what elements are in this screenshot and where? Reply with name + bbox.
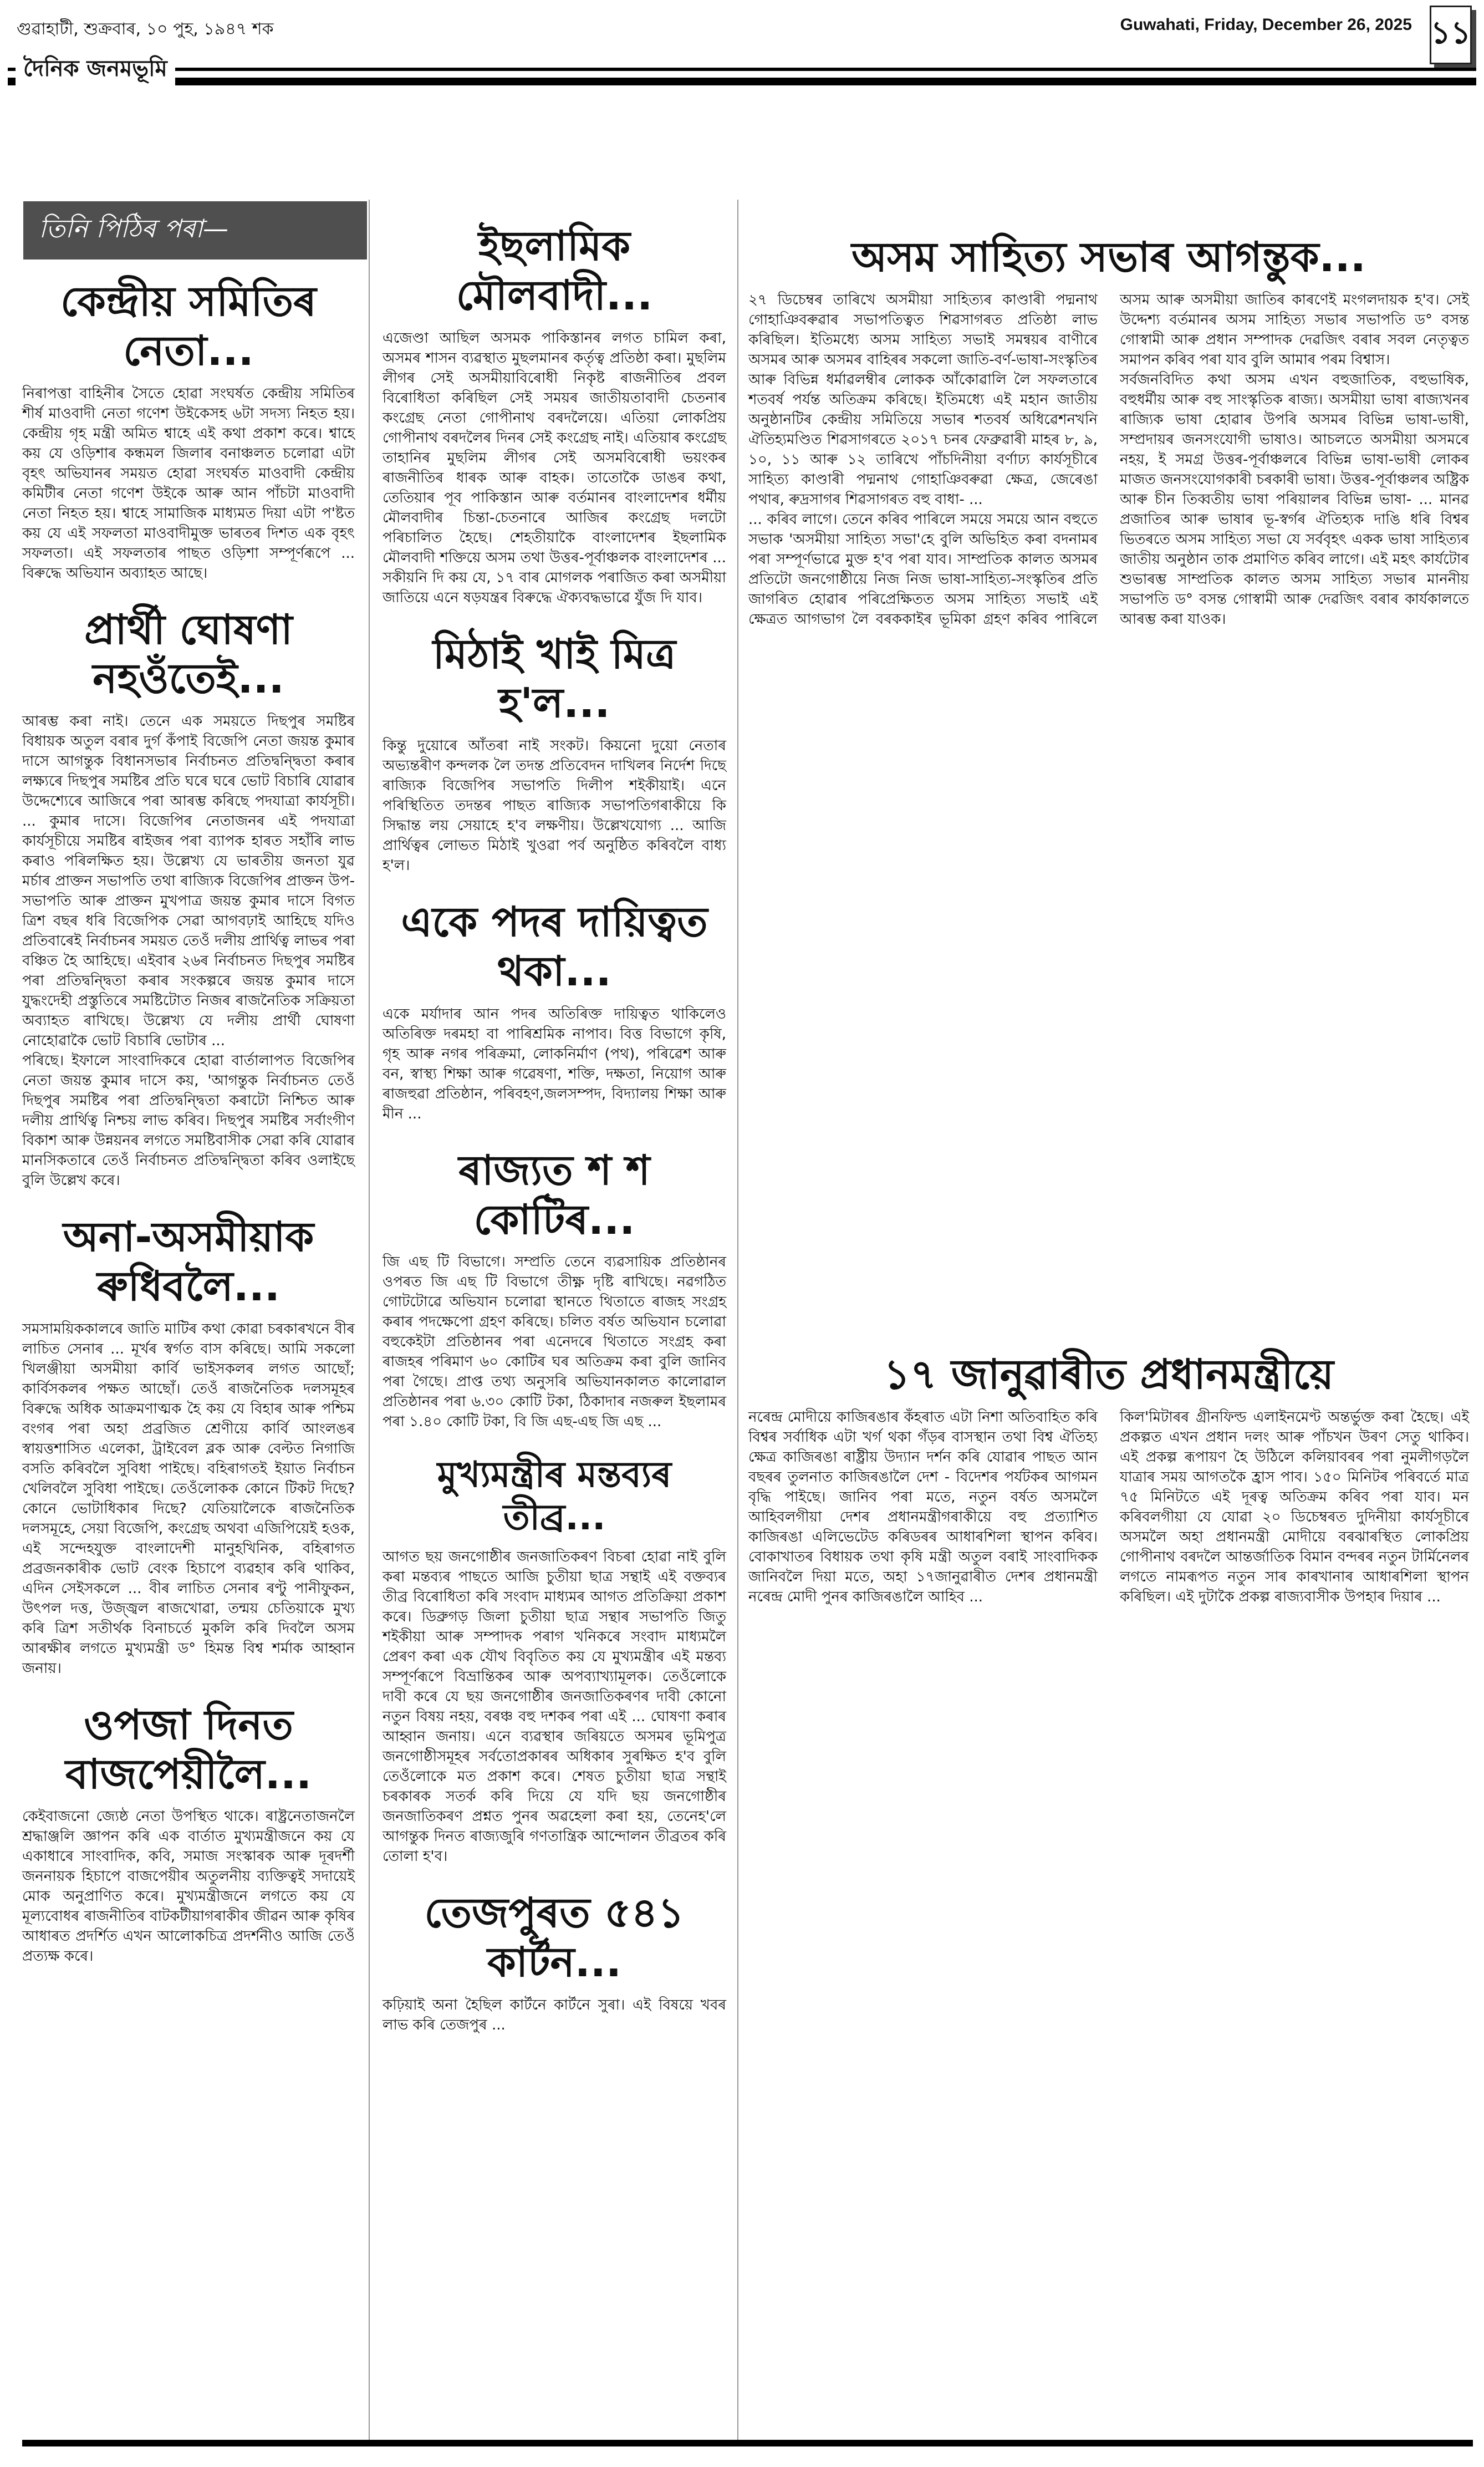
middle-column	[383, 222, 726, 2057]
paragraph: পৰিছে। ইফালে সাংবাদিকৰে হোৱা বাৰ্তালাপত বিজেপিৰ নেতা জয়ন্ত কুমাৰ দাসে কয়, 'আগন্তুক নিৰ্বাচনত তেওঁ দিছপুৰ সমষ্টিৰ পৰা প্ৰতিদ্বন্দ্বিতা কৰাটো নিশ্চিত আৰু দলীয় প্ৰাৰ্থিত্ব নিশ্চয় লাভ কৰিব। দিছপুৰ সমষ্টিৰ সৰ্বাংগীণ বিকাশ আৰু উন্নয়নৰ লগতে সমষ্টিবাসীক সেৱা কৰি যোৱাৰ মানসিকতাৰে তেওঁ নিৰ্বাচনত প্ৰতিদ্বন্দ্বিতা কৰিব ওলাইছে বুলি উল্লেখ কৰে।	[22, 1052, 355, 1189]
headline: মিঠাই খাই মিত্ৰ হ'ল...	[432, 630, 676, 728]
column-divider	[369, 200, 370, 2440]
page-number: ১১	[1430, 6, 1472, 64]
page-bottom-rule	[22, 2440, 1473, 2446]
article-tezpur	[383, 1889, 726, 2035]
paragraph: কেইবাজনো জ্যেষ্ঠ নেতা উপস্থিত থাকে। ৰাষ্ট্ৰনেতাজনলৈ শ্ৰদ্ধাঞ্জলি জ্ঞাপন কৰি এক বাৰ্তাত মুখ্যমন্ত্ৰীজনে কয় যে একাধাৰে সাংবাদিক, কবি, সমাজ সংস্কাৰক আৰু দূৰদৰ্শী জননায়ক হিচাপে বাজপেয়ীৰ অতুলনীয় ব্যক্তিত্বই সদায়েই মোক অনুপ্ৰাণিত কৰে। মুখ্যমন্ত্ৰীজনে লগতে কয় যে মূল্যবোধৰ ৰাজনীতিৰ বাটকটীয়াগৰাকীৰ জীৱন আৰু কৃষিৰ আধাৰত প্ৰদৰ্শিত এখন আলোকচিত্ৰ প্ৰদৰ্শনীও আজি তেওঁ প্ৰত্যক্ষ কৰে।	[22, 1808, 355, 1965]
right-area	[748, 233, 1469, 1629]
headline: কেন্দ্ৰীয় সমিতিৰ নেতা...	[60, 278, 317, 375]
paragraph: এজেণ্ডা আছিল অসমক পাকিস্তানৰ লগত চামিল কৰা, অসমৰ শাসন ব্যৱস্থাত মুছলমানৰ কৰ্তৃত্ব প্ৰতিষ্ঠা কৰা। মুছলিম লীগৰ সেই অসমীয়াবিৰোধী নিকৃষ্ট ৰাজনীতিৰ প্ৰবল বিৰোধিতা কৰিছিল সেই সময়ৰ জাতীয়তাবাদী চেতনাৰ কংগ্ৰেছ নেতা গোপীনাথ বৰদলৈয়ে। এতিয়া লোকপ্ৰিয় গোপীনাথ বৰদলৈৰ দিনৰ সেই কংগ্ৰেছ নাই। এতিয়াৰ কংগ্ৰেছ তাহানিৰ মুছলিম লীগৰ সেই অসমবিৰোধী ভয়ংকৰ ৰাজনীতিৰ ধাৰক আৰু বাহক। তাতোকৈ ডাঙৰ কথা, তেতিয়াৰ পূব পাকিস্তান আৰু বৰ্তমানৰ বাংলাদেশৰ ধৰ্মীয় মৌলবাদীৰ চিন্তা-চেতনাৰে আজিৰ কংগ্ৰেছ দলটো পৰিচালিত হৈছে। শেহতীয়াকৈ বাংলাদেশৰ ইছলামিক মৌলবাদী শক্তিয়ে অসম তথা উত্তৰ-পূৰ্বাঞ্চলক বাংলাদেশৰ ... সকীয়নি দি কয় যে, ১৭ বাৰ মোগলক পৰাজিত কৰা অসমীয়া জাতিয়ে এনে ষড়যন্ত্ৰৰ বিৰুদ্ধে ঐক্যবদ্ধভাৱে যুঁজ দি যাব।	[383, 329, 726, 606]
left-column	[22, 277, 355, 1988]
article-eke	[383, 898, 726, 1124]
paragraph: নৰেন্দ্ৰ মোদীয়ে কাজিৰঙাৰ কঁহৰাত এটা নিশা অতিবাহিত কৰি বিশ্বৰ সৰ্বাধিক এটা খৰ্গ থকা গঁড়ৰ বাসস্থান তথা বিশ্ব ঐতিহ্য ক্ষেত্ৰ কাজিৰঙা ৰাষ্ট্ৰীয় উদ্যান দৰ্শন কৰি যোৱাৰ পাছত আন বছৰৰ তুলনাত কাজিৰঙালৈ দেশ - বিদেশৰ পৰ্যটকৰ আগমন বৃদ্ধি পাইছে। জানিব পৰা মতে, নতুন বৰ্ষত অসমলৈ আহিবলগীয়া দেশৰ প্ৰধানমন্ত্ৰীগৰাকীয়ে বহু প্ৰত্যাশিত কাজিৰঙা এলিভেটেড কৰিডৰৰ আধাৰশিলা স্থাপন কৰিব। বোকাখাতৰ বিধায়ক তথা কৃষি মন্ত্ৰী অতুল বৰাই সাংবাদিকক জানিবলৈ দিয়া মতে, অহা ১৭জানুৱাৰীত দেশৰ প্ৰধানমন্ত্ৰী নৰেন্দ্ৰ মোদী পুনৰ কাজিৰঙালৈ আহিব ...	[748, 1408, 1098, 1605]
paragraph: ২৭ ডিচেম্বৰ তাৰিখে অসমীয়া সাহিত্যৰ কাণ্ডাৰী পদ্মনাথ গোহাঞিবৰুৱাৰ সভাপতিত্বত শিৱসাগৰত প্ৰতিষ্ঠা লাভ কৰিছিল। ইতিমধ্যে অসম সাহিত্য সভাই সমন্বয়ৰ বাণীৰে অসমৰ আৰু অসমৰ বাহিৰৰ সকলো জাতি-বৰ্ণ-ভাষা-সংস্কৃতিৰ আৰু বিভিন্ন ধৰ্মাৱলম্বীৰ লোকক আঁকোৱালি লৈ সফলতাৰে শতবৰ্ষ পৰ্যন্ত অতিক্ৰম কৰিছে। ইতিমধ্যে এই মহান জাতীয় অনুষ্ঠানটিৰ কেন্দ্ৰীয় সমিতিয়ে সভাৰ শতবৰ্ষ অধিৱেশনখনি ঐতিহ্যমণ্ডিত শিৱসাগৰতে ২০১৭ চনৰ ফেব্ৰুৱাৰী মাহৰ ৮, ৯, ১০, ১১ আৰু ১২ তাৰিখে পাঁচদিনীয়া বৰ্ণাঢ্য কাৰ্যসূচীৰে সাহিত্য কাণ্ডাৰী পদ্মনাথ গোহাঞিবৰুৱা ক্ষেত্ৰ, জেৰেঙা পথাৰ, ৰুদ্ৰসাগৰ শিৱসাগৰত বহু বাধা- ...	[748, 291, 1098, 508]
paragraph: সৰ্বজনবিদিত কথা অসম এখন বহুজাতিক, বহুভাষিক, বহুধৰ্মীয় আৰু বহু সাংস্কৃতিক ৰাজ্য। অসমীয়া ভাষা ৰাজ্যখনৰ ৰাজ্যিক ভাষা হোৱাৰ উপৰি অসমৰ বিভিন্ন ভাষা-ভাষী, সম্প্ৰদায়ৰ জনসংযোগী ভাষাও। আচলতে অসমীয়া অসমৰে নহয়, ই সমগ্ৰ উত্তৰ-পূৰ্বাঞ্চলৰে বিভিন্ন ভাষা-ভাষী লোকৰ মাজত জনসংযোগকাৰী চৰকাৰী ভাষা। উত্তৰ-পূৰ্বাঞ্চলৰ অষ্ট্ৰিক আৰু চীন তিব্বতীয় ভাষা পৰিয়ালৰ বিভিন্ন ভাষা- ... মানৱ প্ৰজাতিৰ আৰু ভাষাৰ ভূ-স্বৰ্গৰ ঐতিহ্যক দাঙি ধৰি বিশ্বৰ ভিতৰতে অসম সাহিত্য সভা যে সৰ্ববৃহৎ একক ভাষা সাহিত্যৰ জাতীয় অনুষ্ঠান তাক প্ৰমাণিত কৰিব লাগে। এই মহৎ কাৰ্যটোৰ শুভাৰম্ভ সাম্প্ৰতিক কালত অসম সাহিত্য সভাৰ মাননীয় সভাপতি ড° বসন্ত গোস্বামী আৰু দেৱজিৎ বৰাৰ কাৰ্যকালতে আৰম্ভ কৰা যাওক।	[1120, 371, 1469, 628]
headline: প্ৰাৰ্থী ঘোষণা নহওঁতেই...	[84, 606, 293, 703]
headline: অনা-অসমীয়াক ৰুধিবলৈ...	[63, 1213, 314, 1310]
article-rajyat	[383, 1146, 726, 1432]
headline: ওপজা দিনত বাজপেয়ীলৈ...	[65, 1701, 312, 1798]
headline: ইছলামিক মৌলবাদী...	[456, 222, 653, 319]
article-opaja	[22, 1701, 355, 1967]
date-english: Guwahati, Friday, December 26, 2025	[1120, 16, 1412, 34]
headline: অসম সাহিত্য সভাৰ আগন্তুক...	[851, 233, 1366, 281]
paragraph: সমসাময়িককালৰে জাতি মাটিৰ কথা কোৱা চৰকাৰখনে বীৰ লাচিত সেনাৰ ... মূৰ্খৰ স্বৰ্গত বাস কৰিছে। আমি সকলো খিলঞ্জীয়া অসমীয়া কাৰ্বি ভাইসকলৰ লগত আছোঁ; কাৰ্বিসকলৰ পক্ষত আছোঁ। তেওঁ ৰাজনৈতিক দলসমূহৰ বিৰুদ্ধে অধিক আক্ৰমণাত্মক হৈ কয় যে বিহাৰ আৰু পশ্চিম বংগৰ পৰা অহা প্ৰব্ৰজিত শ্ৰেণীয়ে কাৰ্বি আংলঙৰ স্বায়ত্তশাসিত এলেকা, ট্ৰাইবেল ব্লক আৰু বেল্টত নিগাজি বসতি কৰিবলৈ সুবিধা পাইছে। বহিৰাগতই ইয়াত নিৰ্বাচন খেলিবলৈ সুবিধা পাইছে। তেওঁলোকক কোনে টিকট দিছে? কোনে ভোটাধিকাৰ দিছে? যেতিয়ালৈকে ৰাজনৈতিক দলসমূহে, সেয়া বিজেপি, কংগ্ৰেছ অথবা এজিপিয়েই হওক, এই সন্দেহযুক্ত বাংলাদেশী মানুহখিনিক, বহিৰাগত প্ৰব্ৰজনকাৰীক ভোট বেংক হিচাপে ব্যৱহাৰ কৰি থাকিব, এদিন সেইসকলে ... বীৰ লাচিত সেনাৰ ৰণ্টু পানীফুকন, উৎপল দত্ত, উজ্জ্বল ৰাজখোৱা, তন্ময় চেতিয়াকে মুখ্য কৰি ত্ৰিশ সতীৰ্থক বিনাচৰ্তে মুকলি কৰি দিবলৈ অসম আৰক্ষীৰ লগতে মুখ্যমন্ত্ৰী ড° হিমন্ত বিশ্ব শৰ্মাক আহ্বান জনায়।	[22, 1320, 355, 1677]
date-assamese: গুৱাহাটী, শুক্ৰবাৰ, ১০ পুহ, ১৯৪৭ শক	[17, 19, 274, 39]
article-body	[748, 1407, 1469, 1607]
article-islamic	[383, 222, 726, 608]
article-kendriya	[22, 277, 355, 583]
paragraph: নিৰাপত্তা বাহিনীৰ সৈতে হোৱা সংঘৰ্ষত কেন্দ্ৰীয় সমিতিৰ শীৰ্ষ মাওবাদী নেতা গণেশ উইকেসহ ৬টা সদস্য নিহত হয়। কেন্দ্ৰীয় গৃহ মন্ত্ৰী অমিত শ্বাহে এই কথা প্ৰকাশ কৰে। শ্বাহে কয় যে ওড়িশাৰ কন্ধমল জিলাৰ বনাঞ্চলত চলোৱা এটা বৃহৎ অভিযানৰ সময়ত হোৱা সংঘৰ্ষত মাওবাদী কেন্দ্ৰীয় কমিটীৰ নেতা গণেশ উইকে আৰু আন পাঁচটা মাওবাদী নেতা নিহত হয়। শ্বাহে সামাজিক মাধ্যমত দিয়া এটা প'ষ্টত কয় যে এই সফলতা মাওবাদীমুক্ত ভাৰতৰ দিশত এক বৃহৎ সফলতা। এই সফলতাৰ পাছত ওড়িশা সম্পূৰ্ণৰূপে ... বিৰুদ্ধে অভিযান অব্যাহত আছে।	[22, 385, 355, 582]
article-body	[748, 290, 1469, 629]
paragraph: আগত ছয় জনগোষ্ঠীৰ জনজাতিকৰণ বিচৰা হোৱা নাই বুলি কৰা মন্তব্যৰ পাছতে আজি চুতীয়া ছাত্ৰ সন্থাই এই বক্তব্যৰ তীব্ৰ বিৰোধিতা কৰি সংবাদ মাধ্যমৰ আগত প্ৰতিক্ৰিয়া প্ৰকাশ কৰে। ডিব্ৰুগড় জিলা চুতীয়া ছাত্ৰ সন্থাৰ সভাপতি জিতু শইকীয়া আৰু সম্পাদক পৰাগ খনিকৰে সংবাদ মাধ্যমলৈ প্ৰেৰণ কৰা এক যৌথ বিবৃতিত কয় যে মুখ্যমন্ত্ৰীৰ এই মন্তব্য সম্পূৰ্ণৰূপে বিভ্ৰান্তিকৰ আৰু অপব্যাখ্যামূলক। তেওঁলোকে দাবী কৰে যে ছয় জনগোষ্ঠীৰ জনজাতিকৰণৰ দাবী কোনো নতুন বিষয় নহয়, বৰঞ্চ বহু দশকৰ পৰা এই ... ঘোষণা কৰাৰ আহ্বান জনায়। এনে ব্যৱস্থাৰ জৰিয়তে অসমৰ ভূমিপুত্ৰ জনগোষ্ঠীসমূহৰ সৰ্বতোপ্ৰকাৰৰ অধিকাৰ সুৰক্ষিত হ'ব বুলি তেওঁলোকে মত প্ৰকাশ কৰে। শেষত চুতীয়া ছাত্ৰ সন্থাই চৰকাৰক সতৰ্ক কৰি দিয়ে যে যদি ছয় জনগোষ্ঠীৰ জনজাতিকৰণ প্ৰশ্নত পুনৰ অৱহেলা কৰা হয়, তেনেহ'লে আগন্তুক দিনত ৰাজ্যজুৰি গণতান্ত্ৰিক আন্দোলন তীব্ৰতৰ কৰি তোলা হ'ব।	[383, 1548, 726, 1865]
article-mukhya	[383, 1454, 726, 1866]
article-prarthi	[22, 606, 355, 1191]
section-label: তিনি পিঠিৰ পৰা—	[23, 201, 367, 260]
headline: মুখ্যমন্ত্ৰীৰ মন্তব্যৰ তীব্ৰ...	[437, 1454, 672, 1539]
masthead-logo: দৈনিক জনমভূমি	[16, 51, 175, 88]
paragraph: জি এছ টি বিভাগে। সম্প্ৰতি তেনে ব্যৱসায়িক প্ৰতিষ্ঠানৰ ওপৰত জি এছ টি বিভাগে তীক্ষ্ণ দৃষ্টি ৰাখিছে। নৱগঠিত গোটটোৱে অভিযান চলোৱা স্থানতে থিতাতে ৰাজহ সংগ্ৰহ কৰাৰ পদক্ষেপো গ্ৰহণ কৰিছে। চলিত বৰ্ষত অভিযান চলোৱা বহুকেইটা প্ৰতিষ্ঠানৰ পৰা এনেদৰে থিতাতে সংগ্ৰহ কৰা ৰাজহৰ পৰিমাণ ৬০ কোটিৰ ঘৰ অতিক্ৰম কৰা বুলি জানিব পৰা গৈছে। প্ৰাপ্ত তথ্য অনুসৰি অভিযানকালত কালোৱাল প্ৰতিষ্ঠানৰ পৰা ৬.৩০ কোটি টকা, ঠিকাদাৰ নজৰুল ইছলামৰ পৰা ১.৪০ কোটি টকা, বি জি এছ-এছ জি এছ ...	[383, 1254, 726, 1431]
column-divider	[737, 200, 738, 2440]
article-mithai	[383, 630, 726, 876]
paragraph: একে মৰ্যাদাৰ আন পদৰ অতিৰিক্ত দায়িত্বত থাকিলেও অতিৰিক্ত দৰমহা বা পাৰিশ্ৰমিক নাপাব। বিত্ত বিভাগে কৃষি, গৃহ আৰু নগৰ পৰিক্ৰমা, লোকনিৰ্মাণ (পথ), পৰিৱেশ আৰু বন, স্বাস্থ্য শিক্ষা আৰু গৱেষণা, শক্তি, দক্ষতা, নিয়োগ আৰু ৰাজহুৱা প্ৰতিষ্ঠান, পৰিবহণ,জলসম্পদ, বিদ্যালয় শিক্ষা আৰু মীন ...	[383, 1005, 726, 1122]
article-pradhanmantri	[748, 1350, 1469, 1607]
masthead-rule-thin	[8, 68, 1476, 71]
headline: একে পদৰ দায়িত্বত থকা...	[401, 898, 708, 995]
paragraph: কিন্তু দুয়োৰে আঁতৰা নাই সংকট। কিয়নো দুয়ো নেতাৰ অভ্যন্তৰীণ কন্দলক লৈ তদন্ত প্ৰতিবেদন দাখিলৰ নিৰ্দেশ দিছে ৰাজ্যিক বিজেপিৰ সভাপতি দিলীপ শইকীয়াই। এনে পৰিস্থিতিত তদন্তৰ পাছত ৰাজ্যিক সভাপতিগৰাকীয়ে কি সিদ্ধান্ত লয় সেয়াহে হ'ব লক্ষণীয়। উল্লেখযোগ্য ... আজি প্ৰাৰ্থিত্বৰ লোভত মিঠাই খুওৱা পৰ্ব অনুষ্ঠিত কৰিবলৈ বাধ্য হ'ল।	[383, 737, 726, 874]
headline: ১৭ জানুৱাৰীত প্ৰধানমন্ত্ৰীয়ে	[884, 1350, 1334, 1398]
paragraph: ... কৰিব লাগে। তেনে কৰিব পাৰিলে সময়ে সময়ে আন বহুতে সভাক 'অসমীয়া সাহিত্য সভা'হে বুলি অভিহিত কৰা বদনামৰ পৰা সম্পূৰ্ণভাৱে মুক্ত হ'ব পৰা যাব। সাম্প্ৰতিক কালত অসমৰ প্ৰতিটো জনগোষ্ঠীয়ে নিজ নিজ ভাষা-সাহিত্য-সংস্কৃতিৰ প্ৰতি জাগৰিত হোৱাৰ পৰিপ্ৰেক্ষিতত অসম সাহিত্য সভাই এই ক্ষেত্ৰত আগভাগ লৈ বৰককাইৰ ভূমিকা গ্ৰহণ কৰিব পাৰিলে অসম আৰু অসমীয়া জাতিৰ কাৰণেই মংগলদায়ক হ'ব। সেই উদ্দেশ্য বৰ্তমানৰ অসম সাহিত্য সভাৰ সভাপতি ড° বসন্ত গোস্বামী আৰু প্ৰধান সম্পাদক দেৱজিৎ বৰাৰ সবল নেতৃত্বত সমাপন কৰিব পৰা যাব বুলি আমাৰ পৰম বিশ্বাস।	[748, 291, 1469, 628]
article-sahitya	[748, 233, 1469, 629]
paragraph: কিল'মিটাৰৰ গ্ৰীনফিল্ড এলাইনমেণ্ট অন্তৰ্ভুক্ত কৰা হৈছে। এই প্ৰকল্পত এখন প্ৰধান দলং আৰু পাঁচখন উৰণ সেতু থাকিব। এই প্ৰকল্প ৰূপায়ণ হৈ উঠিলে কলিয়াবৰৰ পৰা নুমলীগড়লৈ যাত্ৰাৰ সময় আগতকৈ হ্ৰাস পাব। ১৫০ মিনিটৰ পৰিবৰ্তে মাত্ৰ ৭৫ মিনিটতে এই দূৰত্ব অতিক্ৰম কৰিব পৰা যাব। মন কৰিবলগীয়া যে যোৱা ২০ ডিচেম্বৰত দুদিনীয়া কাৰ্যসূচীৰে অসমলৈ অহা প্ৰধানমন্ত্ৰী মোদীয়ে বৰঝাৰস্থিত লোকপ্ৰিয় গোপীনাথ বৰদলৈ আন্তৰ্জাতিক বিমান বন্দৰৰ নতুন টাৰ্মিনেলৰ লগতে নামৰূপত নতুন সাৰ কাৰখানাৰ আধাৰশিলা স্থাপন কৰিছিল। এই দুটাকৈ প্ৰকল্প ৰাজ্যবাসীক উপহাৰ দিয়াৰ ...	[1120, 1408, 1469, 1605]
paragraph: আৰম্ভ কৰা নাই। তেনে এক সময়তে দিছপুৰ সমষ্টিৰ বিধায়ক অতুল বৰাৰ দুৰ্গ কঁপাই বিজেপি নেতা জয়ন্ত কুমাৰ দাসে আগন্তুক বিধানসভাৰ নিৰ্বাচনত প্ৰতিদ্বন্দ্বিতা কৰাৰ লক্ষ্যৰে দিছপুৰ সমষ্টিৰ প্ৰতি ঘৰে ঘৰে ভোট বিচাৰি যোৱাৰ উদ্দেশ্যেৰে আজিৰে পৰা আৰম্ভ কৰিছে পদযাত্ৰা কাৰ্যসূচী। ... কুমাৰ দাসে। বিজেপিৰ নেতাজনৰ এই পদযাত্ৰা কাৰ্যসূচীয়ে সমষ্টিৰ ৰাইজৰ পৰা ব্যাপক হাৰত সহাঁৰি লাভ কৰাও পৰিলক্ষিত হয়। উল্লেখ্য যে ভাৰতীয় জনতা যুৱ মৰ্চাৰ প্ৰাক্তন সভাপতি তথা ৰাজ্যিক বিজেপিৰ প্ৰাক্তন উপ-সভাপতি আৰু প্ৰাক্তন মুখপাত্ৰ জয়ন্ত কুমাৰ দাসে বিগত ত্ৰিশ বছৰ ধৰি বিজেপিক সেৱা আগবঢ়াই আহিছে যদিও প্ৰতিবাৰেই নিৰ্বাচনৰ সময়ত তেওঁ দলীয় প্ৰাৰ্থিত্ব লাভৰ পৰা বঞ্চিত হৈ আহিছে। এইবাৰ ২৬ৰ নিৰ্বাচনত দিছপুৰ সমষ্টিৰ পৰা প্ৰতিদ্বন্দ্বিতা কৰাৰ সংকল্পৰে জয়ন্ত কুমাৰ দাসে যুদ্ধংদেহী প্ৰস্তুতিৰে সমষ্টিটোত নিজৰ ৰাজনৈতিক সক্ৰিয়তা অব্যাহত ৰাখিছে। উল্লেখ্য যে দলীয় প্ৰাৰ্থী ঘোষণা নোহোৱাকৈ ভোট বিচাৰি ভোটাৰ ...	[22, 713, 355, 1050]
paragraph: কঢ়িয়াই অনা হৈছিল কাৰ্টনে কাৰ্টনে সুৰা। এই বিষয়ে খবৰ লাভ কৰি তেজপুৰ ...	[383, 1996, 726, 2033]
headline: ৰাজ্যত শ শ কোটিৰ...	[458, 1146, 650, 1244]
article-ona	[22, 1213, 355, 1678]
masthead-rule-thick	[8, 78, 1476, 85]
headline: তেজপুৰত ৫৪১ কাৰ্টন...	[424, 1889, 685, 1986]
